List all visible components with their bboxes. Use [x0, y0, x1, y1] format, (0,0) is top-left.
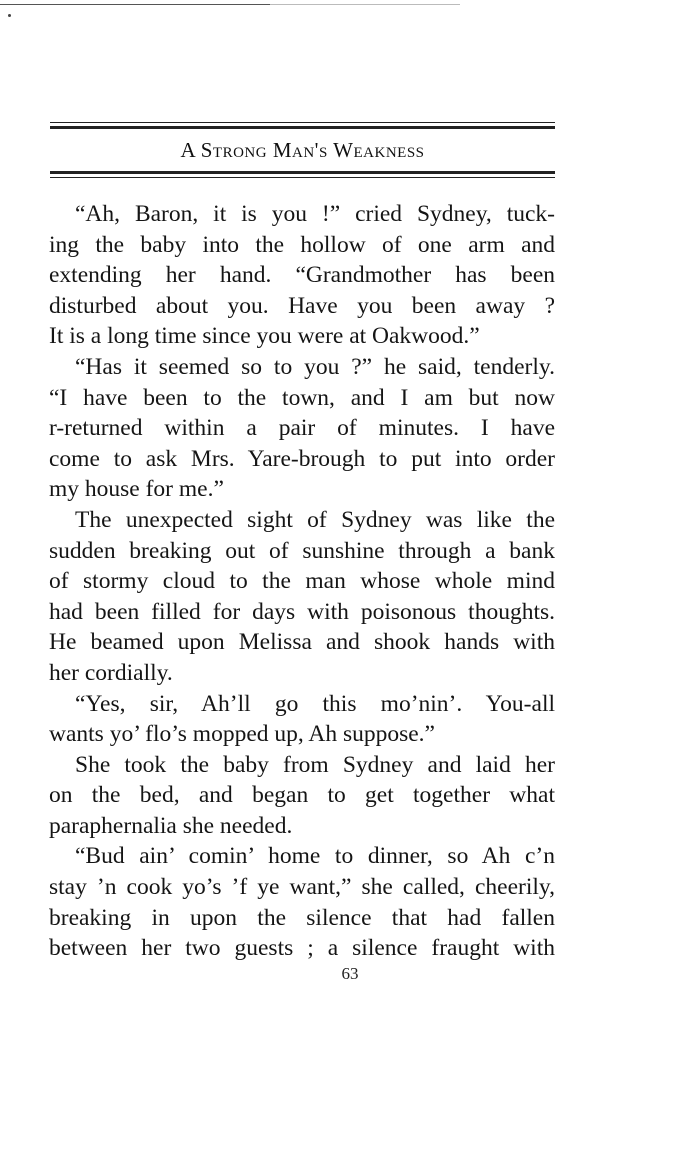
text-line: paraphernalia she needed. [49, 812, 293, 839]
text-line: “Ah, Baron, it is you !” cried Sydney, tuck- [75, 201, 555, 227]
header-rule-bottom-thin [50, 177, 555, 178]
text-line: on the bed, and began to get together what [49, 782, 555, 809]
page-number: 63 [341, 964, 359, 983]
text-line: “Has it seemed so to you ?” he said, tenderly. [75, 353, 555, 380]
text-line: “I have been to the town, and I am but now [49, 384, 555, 411]
body-text [49, 199, 555, 964]
text-line: extending her hand. “Grandmother has been [49, 262, 555, 289]
top-edge-rule-faint [270, 4, 460, 5]
text-line: her cordially. [49, 659, 173, 686]
text-line: between her two guests ; a silence fraught with [49, 935, 555, 962]
text-line: r-returned within a pair of minutes. I have [49, 415, 555, 442]
text-line: breaking in upon the silence that had fallen [49, 904, 555, 931]
text-line: my house for me.” [49, 476, 224, 503]
text-line: “Yes, sir, Ah’ll go this mo’nin’. You-all [75, 690, 555, 717]
page-header [50, 122, 555, 188]
text-line: She took the baby from Sydney and laid her [75, 751, 555, 778]
text-line: stay ’n cook yo’s ’f ye want,” she called, cheerily, [49, 874, 555, 901]
text-line: It is a long time since you were at Oakwood.” [49, 323, 480, 350]
text-line: of stormy cloud to the man whose whole mind [49, 568, 555, 595]
text-line: sudden breaking out of sunshine through a bank [49, 537, 555, 564]
text-line: He beamed upon Melissa and shook hands with [49, 629, 555, 656]
text-line: had been filled for days with poisonous thoughts. [49, 598, 555, 625]
text-line: The unexpected sight of Sydney was like the [75, 506, 555, 533]
running-head: A Strong Man's Weakness [180, 137, 425, 162]
text-line: “Bud ain’ comin’ home to dinner, so Ah c’n [75, 843, 555, 870]
top-edge-rule [0, 4, 270, 5]
text-line: ing the baby into the hollow of one arm and [49, 231, 555, 258]
text-line: wants yo’ flo’s mopped up, Ah suppose.” [49, 721, 435, 748]
scan-mark [8, 14, 11, 17]
text-line: come to ask Mrs. Yare-brough to put into order [49, 445, 555, 472]
text-line: disturbed about you. Have you been away ? [49, 292, 555, 319]
